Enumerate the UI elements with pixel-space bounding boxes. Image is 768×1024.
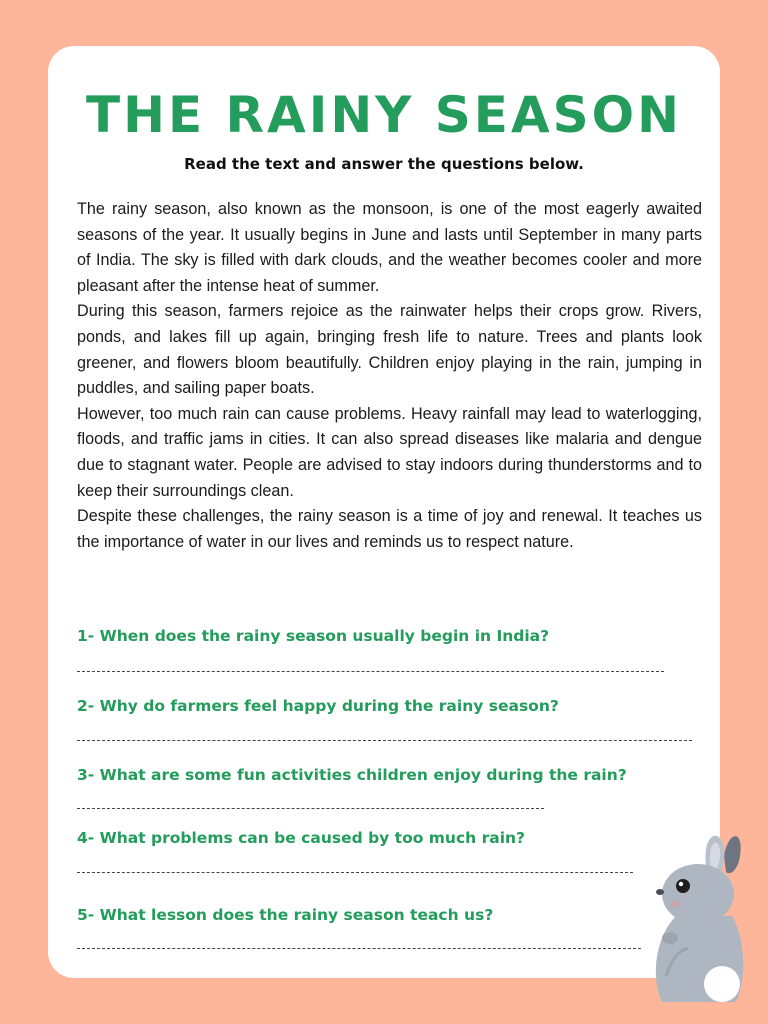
answer-line-3[interactable] xyxy=(77,808,544,809)
answer-line-2[interactable] xyxy=(77,740,692,741)
question-2: 2- Why do farmers feel happy during the rainy season? xyxy=(77,697,559,715)
question-4: 4- What problems can be caused by too much rain? xyxy=(77,829,526,847)
page-title: THE RAINY SEASON xyxy=(86,86,682,144)
passage-paragraph: During this season, farmers rejoice as the rainwater helps their crops grow. Rivers, ponds, and lakes fill up again, bringing fresh life to nature. Trees and plants look greener, and flowers bloom beautifully. Children enjoy playing in the rain, jumping in puddles, and sailing paper boats. xyxy=(77,302,702,398)
passage-paragraph: However, too much rain can cause problems. Heavy rainfall may lead to waterlogging, floods, and traffic jams in cities. It can also spread diseases like malaria and dengue due to stagnant water. People are advised to stay indoors during thunderstorms and to keep their surroundings clean. xyxy=(77,404,702,500)
reading-passage xyxy=(77,197,702,555)
instruction-text: Read the text and answer the questions below. xyxy=(184,155,584,173)
question-1: 1- When does the rainy season usually begin in India? xyxy=(77,627,550,645)
answer-line-4[interactable] xyxy=(77,872,633,873)
question-3: 3- What are some fun activities children enjoy during the rain? xyxy=(77,766,627,784)
passage-paragraph: The rainy season, also known as the monsoon, is one of the most eagerly awaited seasons of the year. It usually begins in June and lasts until September in many parts of India. The sky is filled with dark clouds, and the weather becomes cooler and more pleasant after the intense heat of summer. xyxy=(77,200,702,295)
rabbit-illustration-icon xyxy=(636,826,756,1006)
passage-paragraph: Despite these challenges, the rainy season is a time of joy and renewal. It teaches us the importance of water in our lives and reminds us to respect nature. xyxy=(77,507,702,551)
answer-line-1[interactable] xyxy=(77,671,664,672)
answer-line-5[interactable] xyxy=(77,948,641,949)
question-5: 5- What lesson does the rainy season teach us? xyxy=(77,906,494,924)
